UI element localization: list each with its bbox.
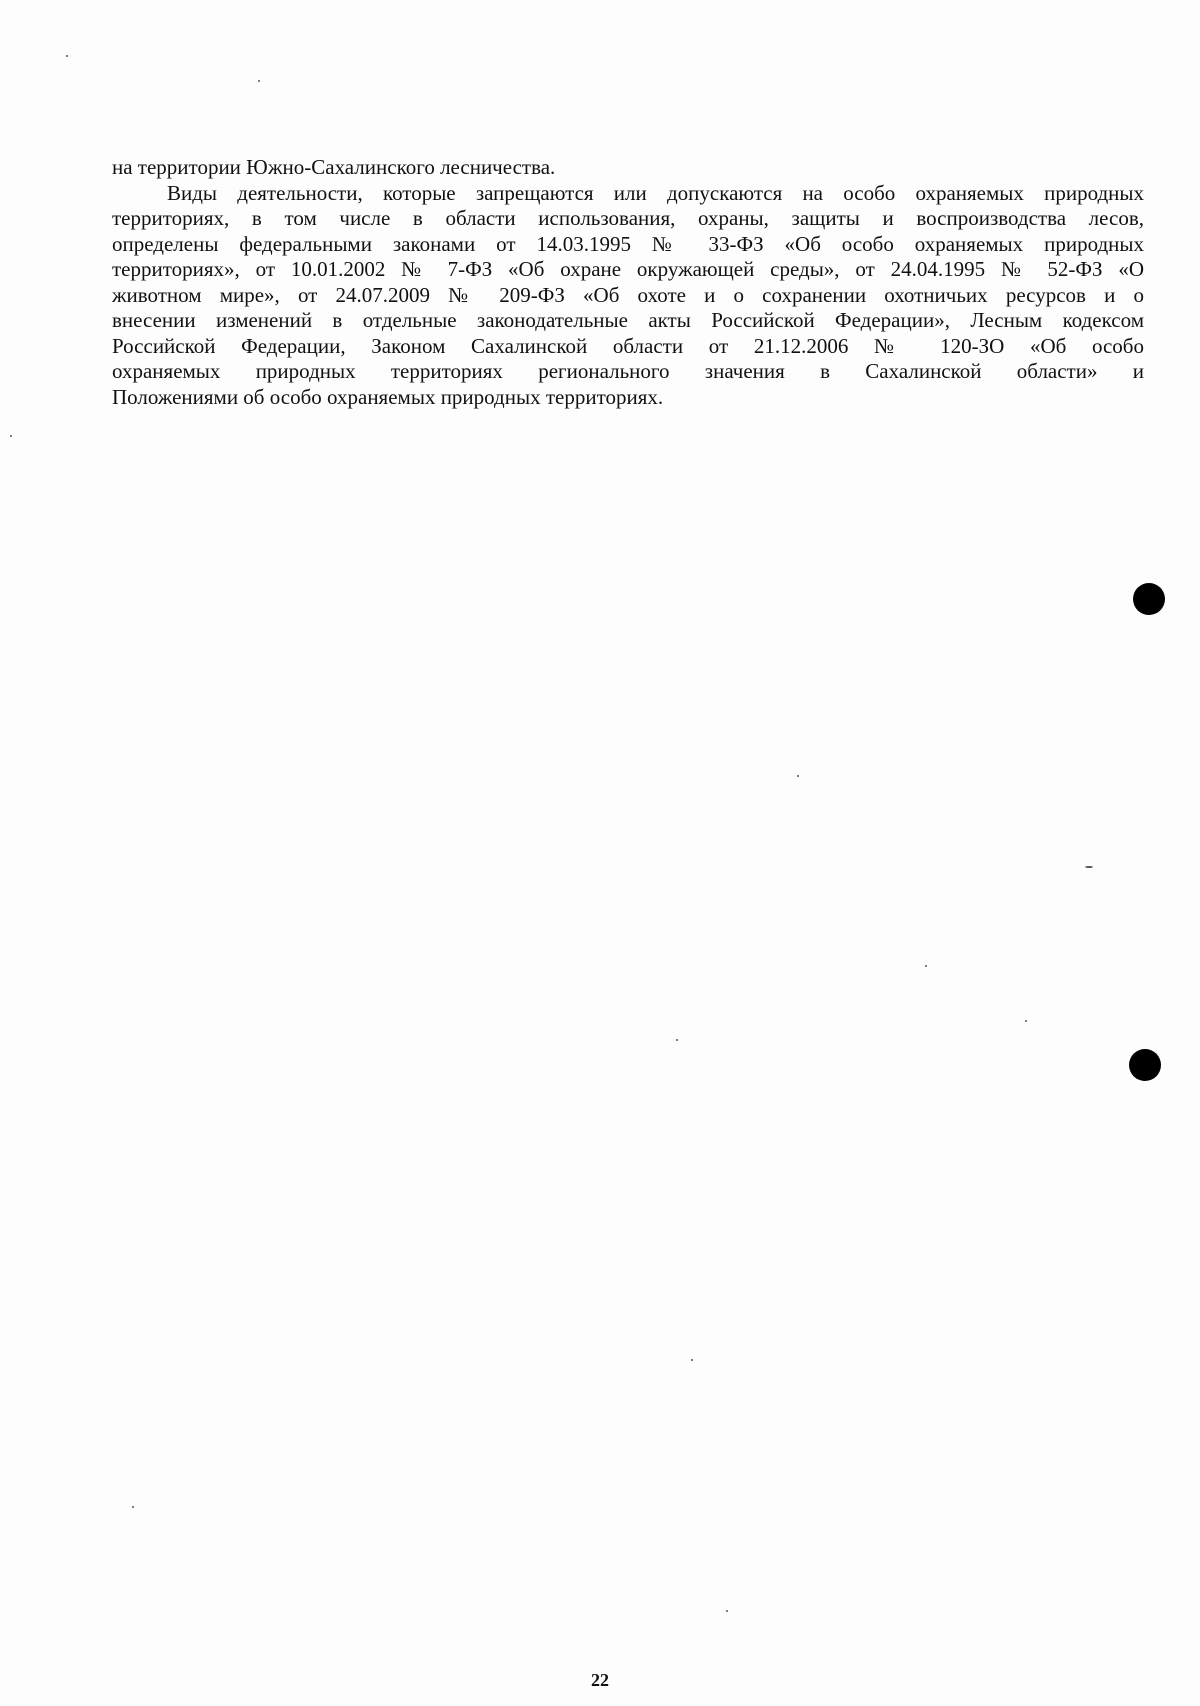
text-line-9: охраняемых природных территориях регионального значения в Сахалинской области» и [112, 359, 1144, 383]
text-line-1: на территории Южно-Сахалинского лесничества. [112, 155, 556, 179]
text-line-10: Положениями об особо охраняемых природных территориях. [112, 384, 664, 409]
text-line-8: Российской Федерации, Законом Сахалинской области от 21.12.2006 № 120-ЗО «Об особо [112, 333, 1144, 358]
body-text [112, 155, 1144, 410]
text-line-5: территориях», от 10.01.2002 № 7-ФЗ «Об охране окружающей среды», от 24.04.1995 № 52-ФЗ «О [112, 257, 1144, 281]
scan-speck [1085, 866, 1093, 868]
text-line-7: внесении изменений в отдельные законодательные акты Российской Федерации», Лесным кодексом [112, 308, 1144, 332]
scan-speck [797, 775, 799, 777]
scan-speck [10, 435, 12, 437]
scan-speck [66, 55, 68, 57]
page-number: 22 [591, 1670, 609, 1690]
scan-speck [676, 1039, 678, 1041]
text-line-3: территориях, в том числе в области использования, охраны, защиты и воспроизводства лесов, [112, 206, 1144, 230]
punch-hole-bottom [1129, 1049, 1161, 1081]
scan-speck [691, 1359, 693, 1361]
scan-speck [132, 1506, 134, 1508]
scan-speck [726, 1610, 728, 1612]
scan-speck [258, 80, 260, 82]
text-line-4: определены федеральными законами от 14.03.1995 № 33-ФЗ «Об особо охраняемых природных [112, 231, 1144, 256]
scan-speck [1025, 1020, 1027, 1022]
text-line-2: Виды деятельности, которые запрещаются или допускаются на особо охраняемых природных [167, 180, 1144, 205]
scan-speck [925, 965, 927, 967]
punch-hole-top [1133, 583, 1165, 615]
text-line-6: животном мире», от 24.07.2009 № 209-ФЗ «Об охоте и о сохранении охотничьих ресурсов и о [112, 282, 1144, 307]
